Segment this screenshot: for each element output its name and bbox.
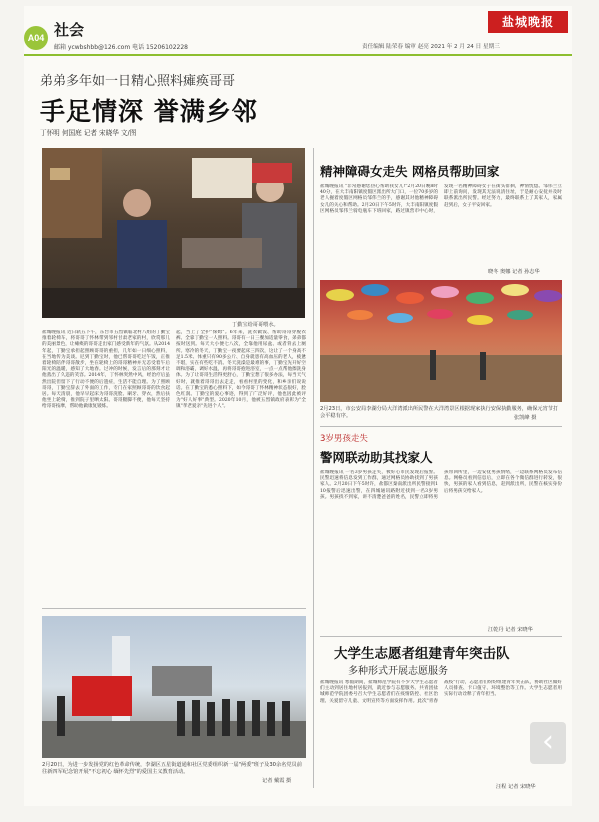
story1-headline: 精神障碍女走失 网格员帮助回家	[320, 164, 500, 179]
back-button[interactable]: ‹	[530, 722, 566, 764]
lead-body-col1: 盐城晚报讯 近日轨五下午，东台市五烈镇临北村八组的丁勤宝推着轮椅车，将哥哥丁怀林带到邻村甘肃老家的村，欣赏那儿的美丽景色，让瘫痪的哥哥走出家门感受新年的气氛。从2014年起，丁勤宝承担起照顾哥哥的重担，几年如一日细心照料，在当地传为美谈。尼到丁勤宝时，他已帮哥哥吃过午饭，正推着轮椅陪伴哥哥散步，坐在轮椅上的哥哥精神并无恙受着午后阳光的温暖，感知了大地春。过冲的时候，发言后的那刻才让他蒸出了久违的笑容。2014年，丁怀林突然中风，经治疗后虽然出院但留下了行动不便的后遗症，生活不能自理。为了照顾哥哥，丁勤宝辞去了外面的工作，专门在家照顾哥哥的饮食起居。每天清晨，他早早起床为哥哥洗脸、刷牙、穿衣，然后扶他坐上轮椅，推到院子里晒太阳。哥哥腿脚不便，他每天坚持给哥哥按摩，帮助他做康复锻炼。	[42, 330, 170, 410]
section-title: 社会	[54, 21, 85, 39]
umbrella-credit: 张凯峰 摄	[514, 415, 537, 421]
story3-credit: 汪程 记者 宋晓华	[496, 784, 536, 790]
divider	[320, 636, 562, 637]
lead-kicker: 弟弟多年如一日精心照料瘫痪哥哥	[40, 74, 236, 89]
column-divider	[313, 148, 314, 788]
lead-body-col2: 起，当上了全护"保姆"。6年来，洗衣做饭、帮助哥哥穿脱衣裤、全靠丁勤宝一人照料。哥哥有一日三餐加适量零食，弟弟都按时送到。每天大小便七八次，全靠他用尿盆、或者背去上厕所。寒冷的冬天，丁勤宝一夜要起床三四次，这让了一个身高不足1.5米、体重只有90多公斤、自身就患有高血压的老人，疲惫不堪，实在有些吃不消。冬天洗澡是最难的事，丁勤宝先开好空调和浴霸，调好水温，再将哥哥抱进浴室，一点一点帮他擦洗身体。为了让哥哥生活得更舒心，丁勤宝想了很多办法，每当天气好时，就推着哥哥出去走走，看看村里的变化，和乡亲们说说话。在丁勤宝的悉心照料下，如今哥哥丁怀林精神状态很好，脸色红润。丁勤宝的爱心事迹，得到了广泛好评，他也因此被评为"好人好事"典型。2020年10月，他被五烈镇政府表彰为"全镇"孝老爱亲"先进个人"。	[176, 330, 306, 410]
page-number-badge: A04	[24, 26, 48, 50]
umbrella-photo-art	[320, 280, 562, 402]
header-divider	[24, 54, 572, 56]
editor-line: 责任编辑 陆荣春 编审 赵亮 2021 年 2 月 24 日 星期三	[362, 44, 500, 50]
lead-photo-art	[42, 148, 305, 318]
lower-left-credit: 记者 戴霞 摄	[262, 778, 292, 784]
story2-headline: 警网联动助其找家人	[320, 450, 433, 465]
lead-headline: 手足情深 誉满乡邻	[40, 97, 258, 126]
story1-credit: 晓冬 奥娜 记者 孙志华	[488, 269, 540, 275]
story3-headline: 大学生志愿者组建青年突击队	[334, 646, 510, 662]
story3-body: 盐城晚报讯 寒假期间，盐城师范学院有不少大学生志愿者们主动到居住地村居报到，就近参与志愿服务。共青团盐城师范学院团委号召大学生志愿者们在疫情防控、社区治理、关爱留守儿童、文明宣传等方面发挥作用。此次"青春战疫"行动，志愿者们纷纷组建青年突击队，协助社区做好人员排查、卡口值守、环境整治等工作。大学生志愿者用实际行动诠释了青年担当。	[320, 680, 562, 704]
lower-left-caption: 2月20日，为进一步发扬党的红色革命传统，李湖区五星街道通和社区党委组织新一届"两委"班子及30余名党员前往新四军纪念馆开展"不忘初心 缅怀先烈"的爱国主义教育活动。	[42, 762, 302, 775]
divider	[320, 426, 562, 427]
story3-kicker: 多种形式开展志愿服务	[348, 666, 448, 677]
lead-photo-caption: 丁勤宝给哥哥喂水。	[232, 322, 279, 328]
umbrella-photo	[320, 280, 562, 402]
lower-left-photo	[42, 616, 306, 758]
story1-body: 盐城晚报讯 "非常感谢您热心帮助我女儿!"2月20日晚8时40分，在大丰南阳镇度假区派出所大门口，一位70多岁的老人握着度假区网格员邹伟兰的手，感谢其对他精神障碍女儿的关心和帮助。2月20日下午5时许，大丰南阳镇度假区网格员邹伟兰骑电瓶车下班回家，路过镇营市中心时，发现一名精神障碍女子在街头徘徊，神情恍惚。邹伟兰立即上前询问，发现其无法说清住址，于是耐心安抚并及时联系派出所民警。经过努力，最终联系上了其家人，家属赶到后，女子平安回家。	[320, 184, 562, 214]
story2-body: 盐城晚报讯 一名3岁男孩走失，被好心市民发现后报警。民警迅速将信息发到工作群，通过网格员协助找到了男孩家人。2月20日下午5时许，盐都区秦南派出所民警接到110报警后迅速出警，在四城通讯路附近找到一名3岁男孩。男孩找不到家，讲不清楚爸爸的姓名，民警立即将男孩带回所里，一边安抚男孩情绪，一边联系网格员发布信息。网格员看到信息后，立即在各个微信群进行转发，很快，男孩的家人看到信息，赶到派出所，民警在核实身份后将男孩交给家人。	[320, 470, 562, 500]
brand-logo: 盐城晚报	[488, 11, 568, 33]
lead-photo	[42, 148, 305, 318]
lead-byline: 丁怀明 何国庭 记者 宋晓华 文/图	[40, 129, 137, 137]
lower-left-photo-art	[42, 616, 306, 758]
divider	[42, 608, 306, 609]
umbrella-caption: 2月23日，市公安局李湖分局大洋湾派出所民警在大洋湾景区根据现家执行安保执勤服务，确保元宵节打会平稳有序。	[320, 406, 559, 419]
story2-kicker: 3岁男孩走失	[320, 434, 368, 444]
story2-credit: 江乾丹 记者 宋晓华	[488, 627, 533, 633]
contact-info: 邮箱 ycwbshbb@126.com 电话 15206102228	[54, 44, 188, 51]
